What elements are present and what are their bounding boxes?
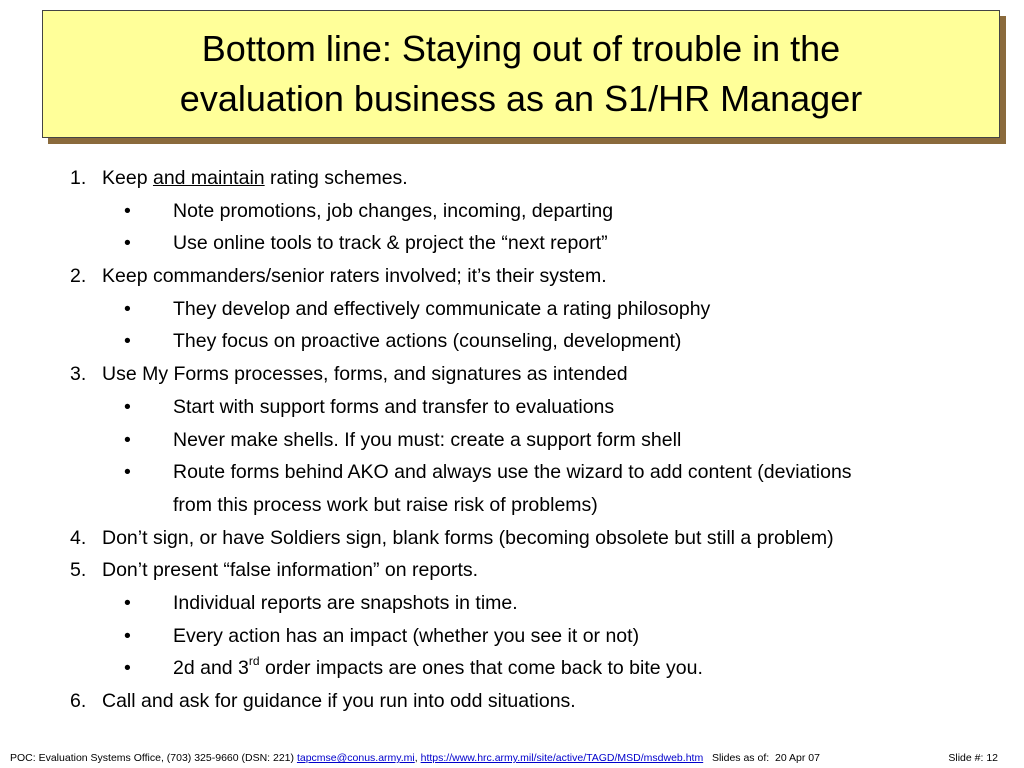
bullet-item: • Note promotions, job changes, incoming, departing	[70, 195, 1010, 228]
bullet-icon: •	[124, 232, 131, 255]
bullet-icon: •	[124, 199, 131, 222]
superscript: rd	[248, 653, 260, 668]
slide-content	[70, 162, 1010, 718]
bullet-continuation: from this process work but raise risk of problems)	[173, 493, 598, 516]
bullet-icon: •	[124, 395, 131, 418]
title-line-1: Bottom line: Staying out of trouble in the	[201, 28, 841, 69]
bullet-icon: •	[124, 297, 131, 320]
bullet-item: • Route forms behind AKO and always use the wizard to add content (deviations	[70, 456, 1010, 489]
bullet-icon: •	[124, 591, 131, 614]
website-link[interactable]: https://www.hrc.army.mil/site/active/TAGD/MSD/msdweb.htm	[420, 752, 704, 764]
list-item-5: 5. Don’t present “false information” on reports.	[70, 554, 1010, 587]
email-link[interactable]: tapcmse@conus.army.mi	[296, 752, 415, 764]
list-item-4: 4. Don’t sign, or have Soldiers sign, blank forms (becoming obsolete but still a problem)	[70, 522, 1010, 555]
slide-number: Slide #: 12	[948, 752, 998, 764]
list-item-2: 2. Keep commanders/senior raters involved; it’s their system.	[70, 260, 1010, 293]
bullet-item: • Individual reports are snapshots in time.	[70, 587, 1010, 620]
item-number: 3.	[70, 363, 87, 386]
list-item-6: 6. Call and ask for guidance if you run into odd situations.	[70, 685, 1010, 718]
item-number: 6.	[70, 690, 87, 712]
bullet-item: • Never make shells. If you must: create a support form shell	[70, 424, 1010, 457]
item-number: 2.	[70, 265, 87, 288]
item-number: 4.	[70, 526, 87, 549]
item-number: 5.	[70, 559, 87, 582]
item-number: 1.	[70, 167, 87, 189]
bullet-icon: •	[124, 461, 131, 484]
bullet-item: • 2d and 3rd order impacts are ones that come back to bite you.	[70, 652, 1010, 685]
slides-date: Slides as of: 20 Apr 07	[703, 752, 820, 764]
list-item-3: 3. Use My Forms processes, forms, and signatures as intended	[70, 358, 1010, 391]
bullet-item: • Use online tools to track & project the “next report”	[70, 227, 1010, 260]
bullet-icon: •	[124, 428, 131, 451]
underlined-text: and maintain	[152, 167, 265, 189]
footer-poc: POC: Evaluation Systems Office, (703) 325-9660 (DSN: 221)	[10, 752, 297, 764]
bullet-item: • Start with support forms and transfer to evaluations	[70, 391, 1010, 424]
list-item-1: 1. Keep and maintain rating schemes.	[70, 162, 1010, 195]
bullet-item: • They focus on proactive actions (counseling, development)	[70, 325, 1010, 358]
bullet-icon: •	[124, 330, 131, 353]
bullet-icon: •	[124, 657, 131, 680]
bullet-item: • Every action has an impact (whether you see it or not)	[70, 620, 1010, 653]
bullet-item: • They develop and effectively communicate a rating philosophy	[70, 293, 1010, 326]
slide-title	[42, 10, 1000, 138]
title-line-2: evaluation business as an S1/HR Manager	[179, 78, 863, 119]
bullet-icon: •	[124, 624, 131, 647]
footer: POC: Evaluation Systems Office, (703) 325-9660 (DSN: 221) tapcmse@conus.army.mi, https://www.hrc.army.mil/site/active/TAGD/MSD/msdweb.htm Slides as of: 20 Apr 07 Slide #: 12	[10, 752, 998, 764]
